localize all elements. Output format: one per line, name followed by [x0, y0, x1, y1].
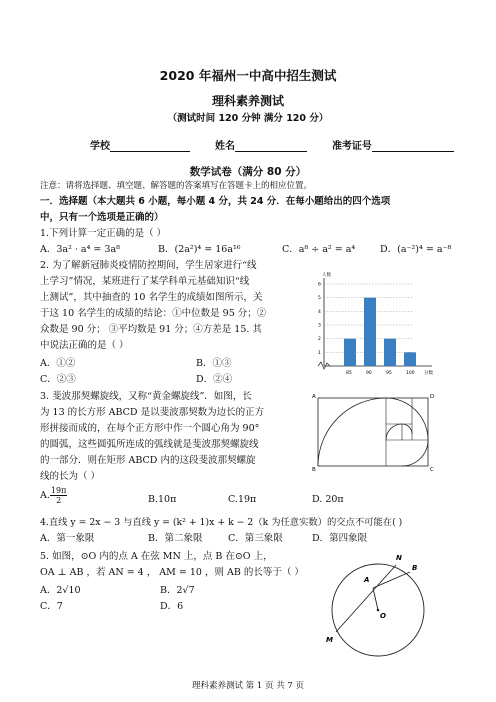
page-footer: 理科素养测试 第 1 页 共 7 页: [191, 681, 305, 691]
q1-option-b: B．(2a²)⁴ = 16a¹⁶: [158, 244, 241, 255]
x-tick-label: 90: [366, 371, 372, 376]
label-a: A: [312, 394, 316, 400]
time-info: （测试时间 120 分钟 满分 120 分）: [167, 113, 329, 124]
center-point: [377, 609, 380, 612]
label-c: C: [430, 467, 434, 472]
spiral-arc: [318, 398, 428, 466]
bar: [364, 298, 376, 366]
q1-option-a: A．3a² · a⁴ = 3a⁸: [40, 244, 120, 255]
q5-option-b: B．2√7: [160, 585, 195, 596]
exam-subtitle: 理科素养测试: [211, 94, 284, 108]
label-n: N: [396, 554, 402, 562]
q2-option-a: A．①②: [40, 358, 76, 369]
q2-line1: 2. 为了解新冠肺炎疫情防控期间，学生居家进行“线: [40, 260, 257, 271]
q2-line6: 中说法正确的是（ ）: [40, 340, 129, 351]
q3-option-c: C.19π: [228, 494, 257, 505]
q3-line2: 为 13 的长方形 ABCD 是以斐波那契数为边长的正方: [40, 407, 265, 418]
circle-figure: [322, 548, 432, 666]
q4-stem: 4.直线 y = 2x − 3 与直线 y = (k² + 1)x + k − 2（k 为任意实数）的交点不可能在( ): [40, 517, 403, 528]
q4-option-d: D．第四象限: [312, 533, 368, 544]
x-axis-label: 分数: [424, 371, 433, 376]
q5-option-a: A．2√10: [40, 585, 81, 596]
segment-ab: [373, 572, 410, 588]
q3-line3: 形拼接而成的，在每个正方形中作一个圆心角为 90°: [40, 423, 260, 434]
q5-line2: OA ⊥ AB ，若 AN = 4 ， AM = 10 ，则 AB 的长等于（ ）: [40, 567, 304, 578]
q1-option-c: C．a⁸ ÷ a² = a⁴: [282, 244, 356, 255]
part1-heading-line1: 一．选择题（本大题共 6 小题，每小题 4 分，共 24 分．在每小题给出的四个选项: [40, 196, 391, 207]
y-axis-label: 人数: [322, 273, 331, 278]
q2-line3: 上测试”，其中抽查的 10 名学生的成绩如图所示，关: [40, 292, 263, 303]
q3-option-a-numerator: 19π: [50, 486, 67, 495]
q3-line4: 的圆弧，这些圆弧所连成的弧线就是斐波那契螺旋线: [40, 439, 259, 450]
segment-oa: [373, 588, 378, 610]
y-tick-label: 4: [318, 309, 321, 315]
q1-stem: 1.下列计算一定正确的是（ ）: [40, 228, 167, 239]
y-tick-label: 6: [318, 282, 321, 288]
fibonacci-spiral-figure: [312, 392, 434, 472]
q3-option-b: B.10π: [148, 494, 177, 505]
bar: [384, 339, 396, 366]
q3-option-d: D. 20π: [312, 494, 344, 505]
q3-line1: 3. 斐波那契螺旋线，又称“黄金螺旋线”．如图，长: [40, 391, 252, 402]
q3-option-a-prefix: A.: [40, 490, 50, 501]
q3-line5: 的一部分．则在矩形 ABCD 内的这段斐波那契螺旋: [40, 455, 256, 466]
x-tick-label: 95: [386, 371, 392, 376]
q2-line5: 众数是 90 分； ③平均数是 91 分；④方差是 15. 其: [40, 324, 262, 335]
part1-heading-line2: 中，只有一个选项是正确的）: [40, 212, 164, 223]
q4-option-c: C．第三象限: [228, 533, 283, 544]
label-b: B: [312, 467, 316, 472]
q3-line6: 线的长为（ ）: [40, 471, 101, 482]
score-bar-chart: [310, 270, 440, 380]
y-tick-label: 3: [318, 323, 321, 329]
q2-option-d: D．②④: [196, 374, 233, 385]
label-d: D: [430, 394, 434, 400]
q4-option-a: A．第一象限: [40, 533, 95, 544]
x-tick-label: 85: [346, 371, 352, 376]
name-blank: [235, 141, 307, 152]
exam-no-blank: [372, 141, 454, 152]
name-label: 姓名: [214, 141, 235, 152]
school-label: 学校: [90, 141, 110, 152]
bar: [344, 339, 356, 366]
y-tick-label: 1: [318, 350, 321, 356]
q1-option-d: D．(a⁻²)⁴ = a⁻⁸: [380, 244, 452, 255]
exam-no-label: 准考证号: [331, 141, 372, 152]
label-b: B: [412, 564, 418, 572]
q2-line2: 上学习”情况，某班进行了某学科单元基础知识“线: [40, 276, 250, 287]
school-blank: [110, 141, 190, 152]
q3-option-a-denominator: 2: [56, 496, 62, 505]
section-title: 数学试卷（满分 80 分）: [189, 166, 307, 178]
label-o: O: [380, 612, 386, 620]
label-m: M: [326, 636, 333, 644]
q3-option-a: [40, 486, 67, 505]
q4-option-b: B．第二象限: [148, 533, 203, 544]
x-tick-label: 100: [406, 371, 415, 376]
y-tick-label: 2: [318, 337, 321, 343]
q2-line4: 于这 10 名学生的成绩的结论：①中位数是 95 分；②: [40, 308, 267, 319]
q2-option-b: B．①③: [196, 358, 232, 369]
q5-option-c: C．7: [40, 601, 63, 612]
y-tick-label: 5: [318, 296, 321, 302]
label-a: A: [364, 576, 370, 584]
q2-option-c: C．②③: [40, 374, 76, 385]
exam-title: 2020 年福州一中高中招生测试: [159, 68, 337, 83]
bar: [404, 352, 416, 366]
q5-line1: 5. 如图，⊙O 内的点 A 在弦 MN 上，点 B 在⊙O 上，: [40, 551, 273, 562]
candidate-fields: [90, 137, 454, 152]
q3-option-a-fraction: [50, 486, 67, 505]
q5-option-d: D．6: [160, 601, 184, 612]
notice: 注意：请将选择题、填空题、解答题的答案填写在答题卡上的相应位置。: [40, 181, 313, 191]
